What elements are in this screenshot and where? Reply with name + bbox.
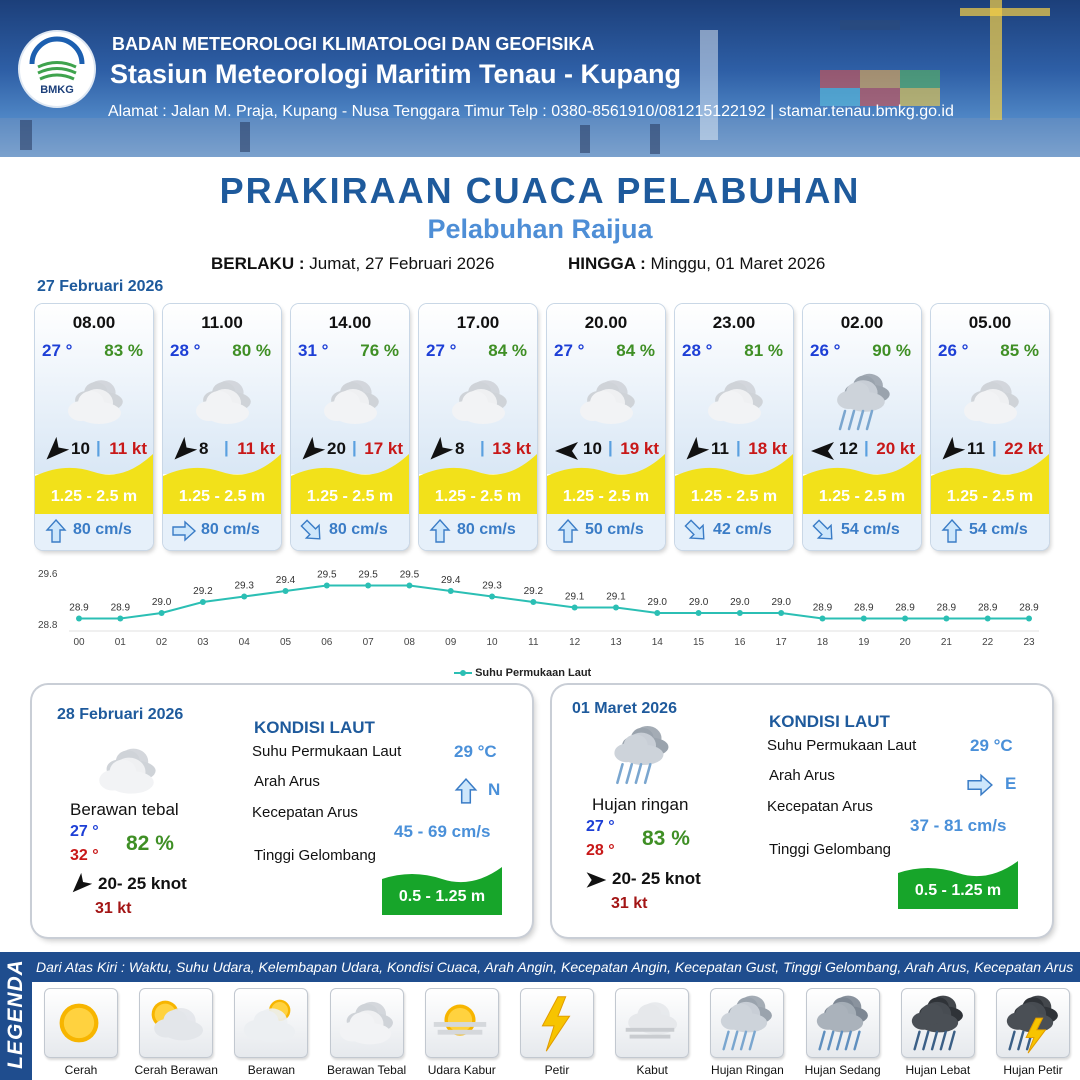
panel-temp-min: 27 ° <box>586 818 615 835</box>
forecast-card <box>35 304 153 550</box>
x-tick-label: 22 <box>982 637 994 648</box>
card-current-speed: 50 cm/s <box>585 521 644 538</box>
sst-data-point <box>200 599 206 605</box>
station-address: Alamat : Jalan M. Praja, Kupang - Nusa Tenggara Timur Telp : 0380-8561910/081215122192 | stamar.tenau.bmkg.go.id <box>108 103 954 120</box>
card-wind-speed: 8 <box>199 439 209 458</box>
card-separator: | <box>736 438 741 457</box>
card-wave-height: 1.25 - 2.5 m <box>50 488 138 505</box>
card-humidity: 90 % <box>872 341 911 360</box>
cerah-icon <box>44 988 118 1058</box>
sst-data-point <box>943 616 949 622</box>
current-direction-icon <box>171 518 197 549</box>
wind-direction-icon <box>937 437 965 470</box>
card-gust: 22 kt <box>1004 439 1043 458</box>
forecast-card <box>291 304 409 550</box>
card-humidity: 80 % <box>232 341 271 360</box>
y-tick-label: 29.6 <box>38 569 58 580</box>
berawan-tebal-icon <box>315 367 385 442</box>
header-banner <box>0 0 1080 157</box>
page-subtitle: Pelabuhan Raijua <box>427 214 653 244</box>
legend-note: Dari Atas Kiri : Waktu, Suhu Udara, Kelembapan Udara, Kondisi Cuaca, Arah Angin, Kecepatan Angin, Kecepatan Gust, Tinggi Gelombang, Arah Arus, Kecepatan Arus <box>32 952 1080 982</box>
card-current-speed: 54 cm/s <box>841 521 900 538</box>
card-time: 02.00 <box>840 313 884 332</box>
sst-data-label: 29.5 <box>317 569 337 581</box>
wave-height-value: 0.5 - 1.25 m <box>914 882 1002 899</box>
hujan-ringan-icon <box>604 719 676 796</box>
x-tick-label: 15 <box>693 637 705 648</box>
legend-item <box>36 988 126 1077</box>
station-name: Stasiun Meteorologi Maritim Tenau - Kupang <box>110 59 682 89</box>
page-title: PRAKIRAAN CUACA PELABUHAN <box>219 170 861 211</box>
sst-data-label: 28.9 <box>895 602 915 614</box>
current-direction-icon <box>299 518 325 549</box>
card-wave-height: 1.25 - 2.5 m <box>562 488 650 505</box>
x-tick-label: 16 <box>734 637 746 648</box>
sst-data-point <box>819 616 825 622</box>
x-tick-label: 05 <box>279 637 292 648</box>
card-wind-speed: 12 <box>839 439 858 458</box>
sst-data-label: 29.2 <box>193 586 213 597</box>
legend-item-label: Petir <box>544 1063 570 1077</box>
card-humidity: 84 % <box>616 341 655 360</box>
card-wind-speed: 11 <box>967 439 985 458</box>
card-time: 05.00 <box>968 313 1012 332</box>
wave-height-label: Tinggi Gelombang <box>254 847 377 864</box>
x-tick-label: 13 <box>610 637 622 648</box>
sea-condition-heading: KONDISI LAUT <box>254 718 375 737</box>
sst-data-label: 29.0 <box>771 597 791 608</box>
daily-panel <box>552 685 1052 937</box>
sst-data-point <box>696 610 702 616</box>
sst-data-point <box>985 616 991 622</box>
wind-direction-icon <box>297 437 325 470</box>
card-wind-speed: 20 <box>327 439 346 458</box>
sst-data-label: 29.1 <box>606 591 626 603</box>
sst-data-point <box>159 610 165 616</box>
card-separator: | <box>352 438 357 457</box>
berawan-tebal-icon <box>955 367 1025 442</box>
legend-section <box>0 952 1080 1080</box>
sst-data-point <box>117 616 123 622</box>
x-tick-label: 02 <box>156 637 168 648</box>
valid-from <box>211 254 494 274</box>
panel-humidity: 83 % <box>642 827 690 850</box>
sst-data-label: 29.1 <box>564 591 585 603</box>
panel-wind: 20- 25 knot <box>98 874 187 893</box>
legend-body <box>32 952 1080 1080</box>
sst-data-point <box>530 599 536 605</box>
sst-data-label: 28.9 <box>110 602 131 614</box>
card-time: 11.00 <box>201 313 243 332</box>
legend-item-label: Kabut <box>636 1063 668 1077</box>
card-separator: | <box>608 438 613 457</box>
x-tick-label: 19 <box>858 637 870 648</box>
card-gust: 11 kt <box>109 439 147 458</box>
sst-data-label: 28.9 <box>854 602 874 614</box>
legend-item-label: Cerah Berawan <box>134 1063 218 1077</box>
card-temperature: 28 ° <box>682 341 713 360</box>
card-wave-height: 1.25 - 2.5 m <box>434 488 522 505</box>
berawan-tebal-icon <box>443 367 513 442</box>
sst-data-point <box>241 594 247 600</box>
card-current-speed: 80 cm/s <box>457 521 516 538</box>
card-humidity: 83 % <box>104 341 143 360</box>
x-tick-label: 09 <box>445 637 457 648</box>
card-current-speed: 80 cm/s <box>329 521 388 538</box>
berawan-tebal-icon <box>330 988 404 1058</box>
sst-data-label: 28.9 <box>1019 602 1039 614</box>
panel-wind: 20- 25 knot <box>612 869 701 888</box>
sst-line-chart <box>30 560 1050 658</box>
sst-data-point <box>572 605 578 611</box>
sst-data-label: 29.0 <box>730 597 750 608</box>
panel-humidity: 82 % <box>126 832 174 855</box>
panel-temp-max: 32 ° <box>70 847 99 864</box>
card-separator: | <box>480 438 485 457</box>
card-current-speed: 42 cm/s <box>713 521 772 538</box>
legend-item <box>988 988 1078 1077</box>
wave-height-badge <box>382 865 502 915</box>
card-temperature: 26 ° <box>810 341 841 360</box>
forecast-card <box>803 304 921 550</box>
logo-text: BMKG <box>40 84 74 96</box>
sst-data-point <box>654 610 660 616</box>
current-speed-label: Kecepatan Arus <box>767 798 873 815</box>
card-humidity: 81 % <box>744 341 783 360</box>
y-tick-label: 28.8 <box>38 620 58 631</box>
legend-item-label: Udara Kabur <box>427 1063 496 1077</box>
current-speed-label: Kecepatan Arus <box>252 804 358 821</box>
hujan-ringan-icon <box>827 367 897 442</box>
sst-data-point <box>737 610 743 616</box>
sst-data-point <box>489 594 495 600</box>
card-time: 08.00 <box>72 313 116 332</box>
berawan-icon <box>234 988 308 1058</box>
legend-item-label: Berawan <box>247 1063 296 1077</box>
card-gust: 11 kt <box>237 439 275 458</box>
sst-data-label: 29.0 <box>151 597 172 608</box>
sst-data-point <box>1026 616 1032 622</box>
card-wave-height: 1.25 - 2.5 m <box>690 488 778 505</box>
sst-data-label: 28.9 <box>936 602 957 614</box>
sst-data-label: 28.9 <box>69 602 89 614</box>
card-temperature: 27 ° <box>426 341 457 360</box>
card-separator: | <box>96 438 101 457</box>
legend-item-label: Hujan Lebat <box>905 1063 971 1077</box>
chart-legend <box>454 667 591 679</box>
wind-direction-icon <box>425 437 453 470</box>
card-separator: | <box>992 438 997 457</box>
x-tick-label: 21 <box>940 637 952 648</box>
sst-value: 29 °C <box>454 742 497 761</box>
panel-temp-min: 27 ° <box>70 823 99 840</box>
valid-from-label: BERLAKU : <box>211 254 305 273</box>
panel-condition: Hujan ringan <box>592 795 689 814</box>
wave-height-value: 0.5 - 1.25 m <box>398 888 486 905</box>
card-time: 20.00 <box>584 313 628 332</box>
card-temperature: 27 ° <box>554 341 585 360</box>
x-tick-label: 10 <box>486 637 498 648</box>
legend-item-label: Hujan Sedang <box>804 1063 881 1077</box>
legend-item <box>893 988 983 1077</box>
sst-data-label: 29.2 <box>523 586 544 597</box>
sst-data-point <box>406 583 412 589</box>
card-wave-height: 1.25 - 2.5 m <box>306 488 394 505</box>
panel-date: 01 Maret 2026 <box>572 700 677 717</box>
hujan-petir-icon <box>996 988 1070 1058</box>
sea-condition-heading: KONDISI LAUT <box>769 712 890 731</box>
card-temperature: 28 ° <box>170 341 201 360</box>
card-humidity: 84 % <box>488 341 527 360</box>
berawan-tebal-icon <box>699 367 769 442</box>
current-direction-label: Arah Arus <box>254 773 320 790</box>
card-wave-height: 1.25 - 2.5 m <box>178 488 266 505</box>
wind-direction-icon <box>68 873 92 902</box>
legend-item <box>702 988 792 1077</box>
card-current-speed: 54 cm/s <box>969 521 1028 538</box>
x-tick-label: 18 <box>816 637 829 648</box>
valid-to <box>568 254 825 274</box>
sst-data-point <box>902 616 908 622</box>
wave-height-label: Tinggi Gelombang <box>769 841 892 858</box>
sst-data-label: 29.3 <box>482 580 502 592</box>
forecast-card <box>931 304 1049 550</box>
card-separator: | <box>864 438 869 457</box>
wind-direction-icon <box>41 437 69 470</box>
berawan-tebal-icon <box>571 367 641 442</box>
sst-data-label: 29.4 <box>275 575 296 586</box>
current-direction-value: N <box>488 780 501 799</box>
card-temperature: 26 ° <box>938 341 969 360</box>
chart-legend-label: Suhu Permukaan Laut <box>475 667 592 679</box>
wave-height-badge <box>898 859 1018 909</box>
panel-temp-max: 28 ° <box>586 842 615 859</box>
day1-date: 27 Februari 2026 <box>37 278 164 295</box>
card-wave-height: 1.25 - 2.5 m <box>946 488 1034 505</box>
current-direction-icon <box>427 518 453 549</box>
sst-data-label: 29.5 <box>399 569 420 581</box>
valid-to-value: Minggu, 01 Maret 2026 <box>650 254 826 273</box>
sst-data-label: 29.0 <box>647 597 667 608</box>
card-gust: 17 kt <box>364 439 403 458</box>
sst-label: Suhu Permukaan Laut <box>767 737 917 754</box>
card-humidity: 76 % <box>360 341 399 360</box>
sst-data-point <box>778 610 784 616</box>
wind-direction-icon <box>681 437 709 470</box>
sst-data-label: 28.9 <box>977 602 998 614</box>
forecast-card <box>163 304 281 550</box>
x-tick-label: 08 <box>403 637 415 648</box>
card-humidity: 85 % <box>1000 341 1039 360</box>
card-wind-speed: 10 <box>71 439 90 458</box>
x-tick-label: 03 <box>197 637 209 648</box>
x-tick-label: 04 <box>238 637 250 648</box>
org-name: BADAN METEOROLOGI KLIMATOLOGI DAN GEOFISIKA <box>112 34 595 54</box>
card-wind-speed: 11 <box>711 439 729 458</box>
panel-date: 28 Februari 2026 <box>57 706 184 723</box>
card-gust: 13 kt <box>492 439 531 458</box>
card-time: 14.00 <box>328 313 372 332</box>
sst-data-point <box>324 583 330 589</box>
current-direction-icon <box>966 771 994 804</box>
current-speed-value: 45 - 69 cm/s <box>394 822 491 841</box>
card-wind-speed: 10 <box>583 439 602 458</box>
current-direction-icon <box>452 777 480 810</box>
card-wind-speed: 8 <box>455 439 465 458</box>
card-current-speed: 80 cm/s <box>201 521 260 538</box>
current-direction-icon <box>43 518 69 549</box>
sst-data-label: 29.0 <box>688 597 709 608</box>
bmkg-logo <box>18 30 96 108</box>
legend-item-label: Hujan Ringan <box>711 1063 784 1077</box>
berawan-tebal-icon <box>59 367 129 442</box>
berawan-tebal-icon <box>187 367 257 442</box>
x-tick-label: 14 <box>651 637 663 648</box>
sst-data-point <box>613 605 619 611</box>
current-direction-icon <box>683 518 709 549</box>
panel-gust: 31 kt <box>95 900 132 917</box>
daily-panel <box>32 685 532 937</box>
legend-item <box>798 988 888 1077</box>
sst-data-point <box>283 588 289 594</box>
cerah-berawan-icon <box>139 988 213 1058</box>
wind-direction-icon <box>809 437 837 470</box>
card-time: 23.00 <box>712 313 756 332</box>
current-speed-value: 37 - 81 cm/s <box>910 816 1007 835</box>
legend-item <box>226 988 316 1077</box>
sst-data-point <box>76 616 82 622</box>
legend-item-label: Cerah <box>64 1063 98 1077</box>
legend-item <box>131 988 221 1077</box>
petir-icon <box>520 988 594 1058</box>
sst-value: 29 °C <box>970 736 1013 755</box>
card-gust: 18 kt <box>748 439 787 458</box>
card-gust: 20 kt <box>876 439 915 458</box>
current-direction-icon <box>555 518 581 549</box>
card-gust: 19 kt <box>620 439 659 458</box>
card-current-speed: 80 cm/s <box>73 521 132 538</box>
sst-data-point <box>365 583 371 589</box>
wind-direction-icon <box>169 437 197 470</box>
x-tick-label: 20 <box>899 637 911 648</box>
card-temperature: 27 ° <box>42 341 73 360</box>
sst-data-label: 29.5 <box>358 569 378 581</box>
panel-gust: 31 kt <box>611 895 648 912</box>
legend-item-label: Hujan Petir <box>1003 1063 1063 1077</box>
hujan-lebat-icon <box>901 988 975 1058</box>
sst-data-label: 29.3 <box>234 580 254 592</box>
forecast-card <box>547 304 665 550</box>
x-tick-label: 23 <box>1023 637 1035 648</box>
kabut-icon <box>615 988 689 1058</box>
legend-item <box>322 988 412 1077</box>
valid-to-label: HINGGA : <box>568 254 646 273</box>
card-temperature: 31 ° <box>298 341 329 360</box>
legend-item <box>512 988 602 1077</box>
sst-series-line <box>79 586 1029 619</box>
legend-title: LEGENDA <box>4 959 27 1069</box>
current-direction-icon <box>939 518 965 549</box>
sst-data-point <box>861 616 867 622</box>
hujan-sedang-icon <box>806 988 880 1058</box>
x-tick-label: 12 <box>569 637 581 648</box>
legend-item <box>417 988 507 1077</box>
forecast-card <box>419 304 537 550</box>
legend-item <box>607 988 697 1077</box>
current-direction-value: E <box>1005 774 1017 793</box>
udara-kabur-icon <box>425 988 499 1058</box>
current-direction-icon <box>811 518 837 549</box>
sst-data-label: 28.9 <box>812 602 833 614</box>
sst-data-label: 29.4 <box>441 575 461 586</box>
wind-direction-icon <box>584 868 608 897</box>
card-wave-height: 1.25 - 2.5 m <box>818 488 906 505</box>
wind-direction-icon <box>553 437 581 470</box>
x-tick-label: 11 <box>528 637 539 648</box>
x-tick-label: 06 <box>321 637 333 648</box>
x-tick-label: 17 <box>775 637 787 648</box>
x-tick-label: 01 <box>114 637 126 648</box>
hujan-ringan-icon <box>710 988 784 1058</box>
valid-from-value: Jumat, 27 Februari 2026 <box>309 254 495 273</box>
x-tick-label: 00 <box>73 637 85 648</box>
x-tick-label: 07 <box>362 637 374 648</box>
card-separator: | <box>224 438 229 457</box>
legend-item-label: Berawan Tebal <box>327 1063 407 1077</box>
sst-label: Suhu Permukaan Laut <box>252 743 402 760</box>
card-time: 17.00 <box>456 313 500 332</box>
sst-data-point <box>448 588 454 594</box>
forecast-card <box>675 304 793 550</box>
panel-condition: Berawan tebal <box>70 800 179 819</box>
current-direction-label: Arah Arus <box>769 767 835 784</box>
